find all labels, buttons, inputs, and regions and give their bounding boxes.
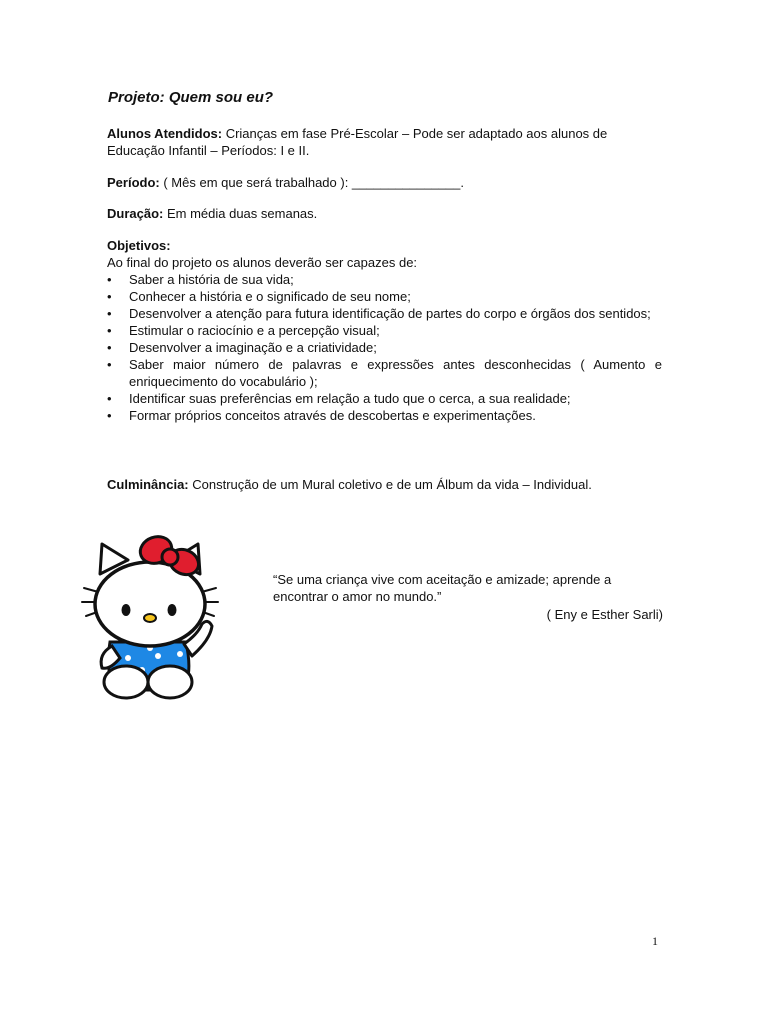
quote-block	[273, 571, 663, 623]
objetivos-label: Objetivos:	[107, 238, 171, 253]
objetivos-section	[107, 237, 662, 424]
alunos-label: Alunos Atendidos:	[107, 126, 223, 141]
list-item: • Saber maior número de palavras e expressões antes desconhecidas ( Aumento e enriquecimento do vocabulário );	[107, 356, 662, 390]
document-title: Projeto: Quem sou eu?	[108, 89, 274, 106]
objetivos-intro: Ao final do projeto os alunos deverão ser capazes de:	[107, 255, 418, 270]
culminancia-text: Construção de um Mural coletivo e de um Álbum da vida – Individual.	[188, 477, 592, 492]
periodo-label: Período:	[107, 175, 160, 190]
list-item: • Saber a história de sua vida;	[107, 271, 662, 288]
quote-author: ( Eny e Esther Sarli)	[546, 607, 663, 622]
list-item: • Desenvolver a atenção para futura identificação de partes do corpo e órgãos dos sentidos;	[107, 305, 662, 322]
culminancia-paragraph	[107, 476, 662, 493]
list-item: • Identificar suas preferências em relação a tudo que o cerca, a sua realidade;	[107, 390, 662, 407]
page-number: 1	[652, 934, 658, 948]
list-item: • Formar próprios conceitos através de descobertas e experimentações.	[107, 407, 662, 424]
list-item: • Estimular o raciocínio e a percepção visual;	[107, 322, 662, 339]
culminancia-label: Culminância:	[107, 477, 189, 492]
objetivos-list	[107, 271, 662, 424]
quote-text: “Se uma criança vive com aceitação e amizade; aprende a encontrar o amor no mundo.”	[273, 572, 612, 604]
list-item: • Desenvolver a imaginação e a criatividade;	[107, 339, 662, 356]
duracao-text: Em média duas semanas.	[163, 206, 318, 221]
alunos-text: Crianças em fase Pré-Escolar – Pode ser adaptado aos alunos de Educação Infantil – Períodos: I e II.	[107, 126, 608, 158]
hello-kitty-illustration	[80, 530, 220, 702]
alunos-paragraph	[107, 125, 662, 159]
duracao-label: Duração:	[107, 206, 164, 221]
periodo-paragraph	[107, 174, 662, 191]
periodo-text: ( Mês em que será trabalhado ): _______________.	[159, 175, 464, 190]
list-item: • Conhecer a história e o significado de seu nome;	[107, 288, 662, 305]
duracao-paragraph	[107, 205, 662, 222]
